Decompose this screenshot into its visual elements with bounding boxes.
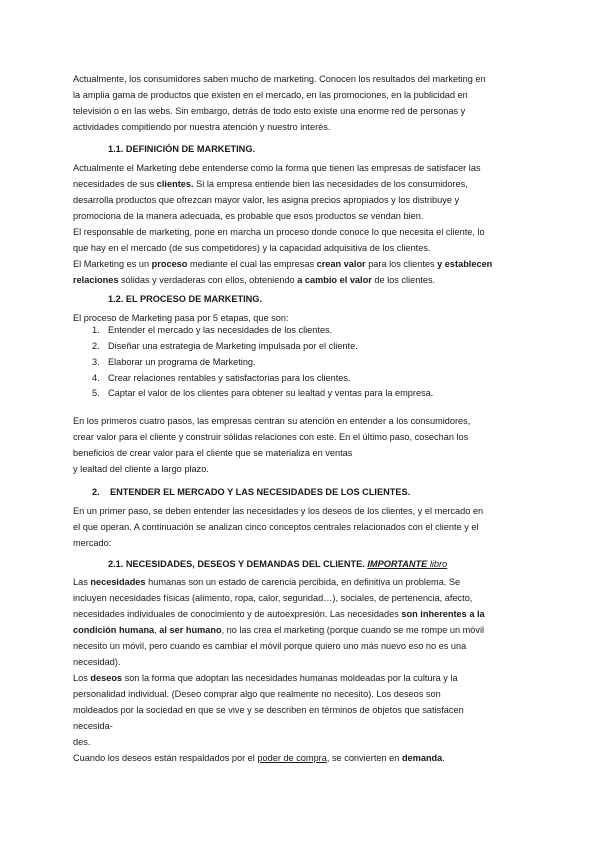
- list-item: 2. Diseñar una estrategia de Marketing impulsada por el cliente.: [92, 341, 358, 351]
- text-line: Actualmente el Marketing debe entenderse como la forma que tienen las empresas de satisfacer las: [73, 163, 481, 173]
- necesidades-paragraph: [73, 574, 528, 766]
- text-line: incluyen necesidades físicas (alimento, ropa, calor, seguridad…), sociales, de pertenencia, afecto,: [73, 593, 473, 603]
- text-line: desarrolla productos que ofrezcan mayor valor, les asigna precios apropiados y los distribuye y: [73, 195, 460, 205]
- text-line: En un primer paso, se deben entender las necesidades y los deseos de los clientes, y el mercado en: [73, 506, 484, 516]
- heading-definicion-marketing: 1.1. DEFINICIÓN DE MARKETING.: [108, 144, 256, 154]
- intro-line: Actualmente, los consumidores saben mucho de marketing. Conocen los resultados del marketing en: [73, 74, 486, 84]
- intro-line: televisión o en las webs. Sin embargo, detrás de todo esto existe una enorme red de personas y: [73, 106, 466, 116]
- heading-entender-mercado: 2. ENTENDER EL MERCADO Y LAS NECESIDADES DE LOS CLIENTES.: [92, 487, 411, 497]
- proceso-lead: El proceso de Marketing pasa por 5 etapas, que son:: [73, 313, 289, 323]
- list-item: 4. Crear relaciones rentables y satisfactorias para los clientes.: [92, 373, 351, 383]
- proceso-after-paragraph: [73, 413, 528, 477]
- text-line: necesidades individuales de conocimiento y de autoexpresión. Las necesidades son inherentes a la: [73, 609, 485, 619]
- text-line: crear valor para el cliente y construir sólidas relaciones con este. En el último paso, cosechan los: [73, 432, 469, 442]
- text-line: El responsable de marketing, pone en marcha un proceso donde conoce lo que necesita el cliente, lo: [73, 227, 485, 237]
- intro-line: actividades compitiendo por nuestra atención y nuestro interés.: [73, 122, 331, 132]
- text-line: el que operan. A continuación se analizan cinco conceptos centrales relacionados con el cliente y el: [73, 522, 479, 532]
- heading-necesidades-deseos: 2.1. NECESIDADES, DESEOS Y DEMANDAS DEL CLIENTE. IMPORTANTE libro: [108, 559, 448, 569]
- text-line: moldeados por la sociedad en que se vive y se describen en términos de objetos que satisfacen: [73, 705, 464, 715]
- text-line: que hay en el mercado (de sus competidores) y la capacidad adquisitiva de los clientes.: [73, 243, 431, 253]
- text-line: condición humana, al ser humano, no las crea el marketing (porque cuando se me rompe un móvil: [73, 625, 485, 635]
- intro-paragraph: [73, 71, 528, 135]
- text-line: necesida-: [73, 721, 113, 731]
- text-line: necesidad).: [73, 657, 121, 667]
- text-line: El Marketing es un proceso mediante el cual las empresas crean valor para los clientes y establecen: [73, 259, 493, 269]
- heading-proceso-marketing: 1.2. EL PROCESO DE MARKETING.: [108, 294, 263, 304]
- text-line: necesito un móvil, pero cuando es cambiar el móvil porque quiero uno más nuevo eso no es una: [73, 641, 467, 651]
- list-item: 1. Entender el mercado y las necesidades de los clientes.: [92, 325, 333, 335]
- text-line: personalidad individual. (Deseo comprar algo que realmente no necesito). Los deseos son: [73, 689, 441, 699]
- text-line: Cuando los deseos están respaldados por el poder de compra, se convierten en demanda.: [73, 753, 445, 763]
- intro-line: la amplia gama de productos que existen en el mercado, en las promociones, en la publicidad en: [73, 90, 468, 100]
- text-line: y lealtad del cliente a largo plazo.: [73, 464, 209, 474]
- text-line: Las necesidades humanas son un estado de carencia percibida, en definitiva un problema. Se: [73, 577, 461, 587]
- text-line: promociona de la manera adecuada, es probable que esos productos se vendan bien.: [73, 211, 424, 221]
- important-note: IMPORTANTE: [367, 559, 428, 569]
- definicion-paragraph: [73, 160, 528, 288]
- text-line: beneficios de crear valor para el cliente que se materializa en ventas: [73, 448, 353, 458]
- text-line: Los deseos son la forma que adoptan las necesidades humanas moldeadas por la cultura y la: [73, 673, 458, 683]
- text-line: necesidades de sus clientes. Si la empresa entiende bien las necesidades de los consumidores,: [73, 179, 468, 189]
- list-item: 5. Captar el valor de los clientes para obtener su lealtad y ventas para la empresa.: [92, 388, 434, 398]
- list-item: 3. Elaborar un programa de Marketing.: [92, 357, 256, 367]
- text-line: En los primeros cuatro pasos, las empresas centran su atención en entender a los consumidores,: [73, 416, 471, 426]
- entender-paragraph: [73, 503, 528, 551]
- text-line: relaciones sólidas y verdaderas con ellos, obteniendo a cambio el valor de los clientes.: [73, 275, 436, 285]
- text-line: mercado:: [73, 538, 112, 548]
- text-line: des.: [73, 737, 91, 747]
